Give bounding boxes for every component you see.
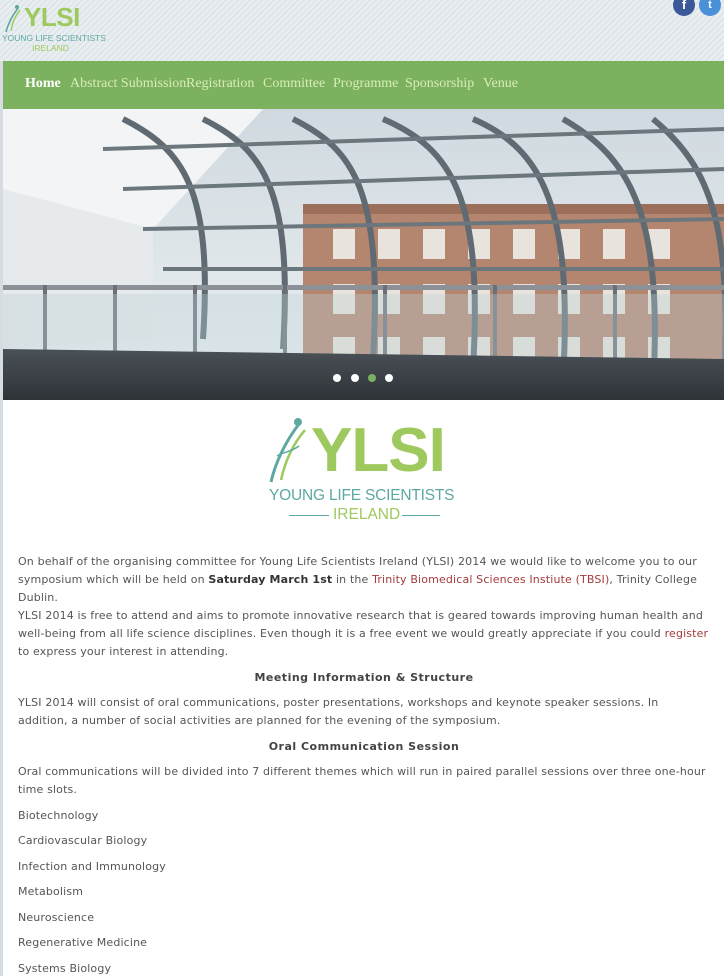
logo-wordmark: YLSI [24,2,80,32]
intro-text: to express your interest in attending. [18,645,229,658]
oral-paragraph: Oral communications will be divided into 7 different themes which will run in paired parallel sessions over three one-hour time slots. [18,765,706,796]
nav-item-programme[interactable]: Programme [333,76,399,91]
nav-item-sponsorship[interactable]: Sponsorship [405,76,475,91]
carousel-dot-1[interactable] [333,374,341,382]
nav-item-home[interactable]: Home [25,76,61,91]
top-header-bar [0,0,724,61]
ylsi-main-logo [265,414,465,524]
nav-item-committee[interactable]: Committee [263,76,326,91]
intro-text: YLSI 2014 is free to attend and aims to promote innovative research that is geared towards improving human health and well-being from all life science disciplines. Even though it is a free event we would greatly appreciate if you could [18,609,704,640]
event-date: Saturday March 1st [208,573,333,586]
list-item: Metabolism [18,885,84,898]
carousel-indicators [0,374,724,384]
intro-text: , Trinity College Dublin. [18,573,698,604]
main-navigation [3,61,724,109]
intro-paragraph-1 [18,553,710,607]
list-item: Infection and Immunology [18,860,166,873]
logo-wordmark: YLSI [311,416,445,485]
intro-text: in the [332,573,373,586]
carousel-dot-4[interactable] [385,374,393,382]
logo-subtitle-ireland: IRELAND [32,43,69,53]
site-logo[interactable] [2,2,106,54]
twitter-icon[interactable]: t [699,0,721,16]
figure-logo-icon [2,4,24,34]
list-item: Biotechnology [18,809,99,822]
facebook-icon[interactable]: f [673,0,695,16]
logo-subtitle: YOUNG LIFE SCIENTISTS [269,487,455,504]
meeting-paragraph: YLSI 2014 will consist of oral communications, poster presentations, workshops and keynote speaker sessions. In addition, a number of social activities are planned for the evening of the symposium. [18,696,659,727]
logo-subtitle: YOUNG LIFE SCIENTISTS [2,33,106,43]
nav-item-venue[interactable]: Venue [483,76,518,91]
hero-carousel-image[interactable] [3,109,724,400]
nav-item-abstract-submission[interactable]: Abstract Submission [70,76,187,91]
intro-text: On behalf of the organising committee for Young Life Scientists Ireland (YLSI) 2014 we would like to welcome you to our symposium which will be held on [18,555,697,586]
intro-paragraph-2 [18,607,710,661]
meeting-heading: Meeting Information & Structure [254,671,474,684]
list-item: Regenerative Medicine [18,936,148,949]
figure-logo-icon [265,416,311,486]
list-item: Systems Biology [18,962,112,975]
atrium-photo [3,109,724,400]
logo-rule-left [289,515,329,516]
tbsi-link[interactable]: Trinity Biomedical Sciences Instiute (TBSI) [372,573,610,586]
logo-rule-right [402,515,440,516]
logo-subtitle-ireland: IRELAND [333,506,401,523]
register-link[interactable]: register [664,627,709,640]
list-item: Neuroscience [18,911,95,924]
nav-item-registration[interactable]: Registration [186,76,255,91]
carousel-dot-2[interactable] [351,374,359,382]
carousel-dot-3[interactable] [368,374,376,382]
list-item: Cardiovascular Biology [18,834,148,847]
oral-heading: Oral Communication Session [268,740,460,753]
